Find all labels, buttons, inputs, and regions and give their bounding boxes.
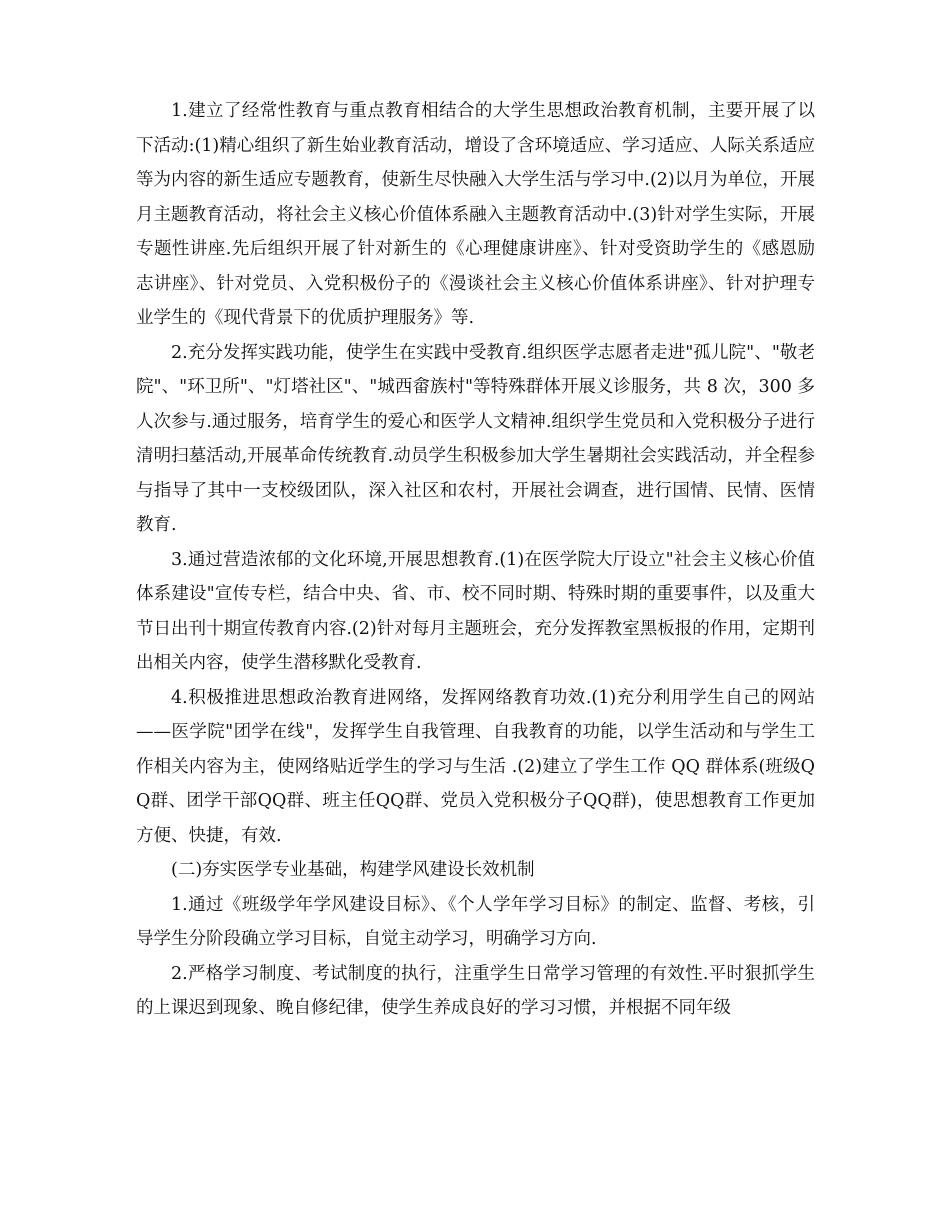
- paragraph-cultural-environment: 3.通过营造浓郁的文化环境,开展思想教育.(1)在医学院大厅设立"社会主义核心价值体系建设"宣传专栏，结合中央、省、市、校不同时期、特殊时期的重要事件，以及重大节日出刊十期宣传教育内容.(2)针对每月主题班会，充分发挥教室黑板报的作用，定期刊出相关内容，使学生潜移默化受教育.: [136, 549, 815, 673]
- paragraph-study-discipline: 2.严格学习制度、考试制度的执行，注重学生日常学习管理的有效性.平时狠抓学生的上课迟到现象、晚自修纪律，使学生养成良好的学习习惯，并根据不同年级: [136, 963, 815, 1018]
- paragraph-practice-function: 2.充分发挥实践功能，使学生在实践中受教育.组织医学志愿者走进"孤儿院"、"敬老院"、"环卫所"、"灯塔社区"、"城西畲族村"等特殊群体开展义诊服务，共 8 次，300 多人次参与.通过服务，培育学生的爱心和医学人文精神.组织学生党员和入党积极分子进行清明扫墓活动,开展革命传统教育.动员学生积极参加大学生暑期社会实践活动，并全程参与指导了其中一支校级团队，深入社区和农村，开展社会调查，进行国情、民情、医情教育.: [136, 342, 815, 535]
- paragraph-study-goals: 1.通过《班级学年学风建设目标》、《个人学年学习目标》的制定、监督、考核，引导学生分阶段确立学习目标，自觉主动学习，明确学习方向.: [136, 894, 815, 949]
- paragraph-online-education: 4.积极推进思想政治教育进网络，发挥网络教育功效.(1)充分利用学生自己的网站——医学院"团学在线"，发挥学生自我管理、自我教育的功能，以学生活动和与学生工作相关内容为主，使网络贴近学生的学习与生活 .(2)建立了学生工作 QQ 群体系(班级QQ群、团学干部QQ群、班主任QQ群、党员入党积极分子QQ群)，使思想教育工作更加方便、快捷，有效.: [136, 687, 815, 846]
- document-body: [136, 94, 815, 1026]
- paragraph-ideology-education-mechanism: 1.建立了经常性教育与重点教育相结合的大学生思想政治教育机制，主要开展了以下活动:(1)精心组织了新生始业教育活动，增设了含环境适应、学习适应、人际关系适应等为内容的新生适应专题教育，使新生尽快融入大学生活与学习中.(2)以月为单位，开展月主题教育活动，将社会主义核心价值体系融入主题教育活动中.(3)针对学生实际，开展专题性讲座.先后组织开展了针对新生的《心理健康讲座》、针对受资助学生的《感恩励志讲座》、针对党员、入党积极份子的《漫谈社会主义核心价值体系讲座》、针对护理专业学生的《现代背景下的优质护理服务》等.: [136, 101, 815, 328]
- section-heading-study-style: (二)夯实医学专业基础，构建学风建设长效机制: [171, 860, 535, 880]
